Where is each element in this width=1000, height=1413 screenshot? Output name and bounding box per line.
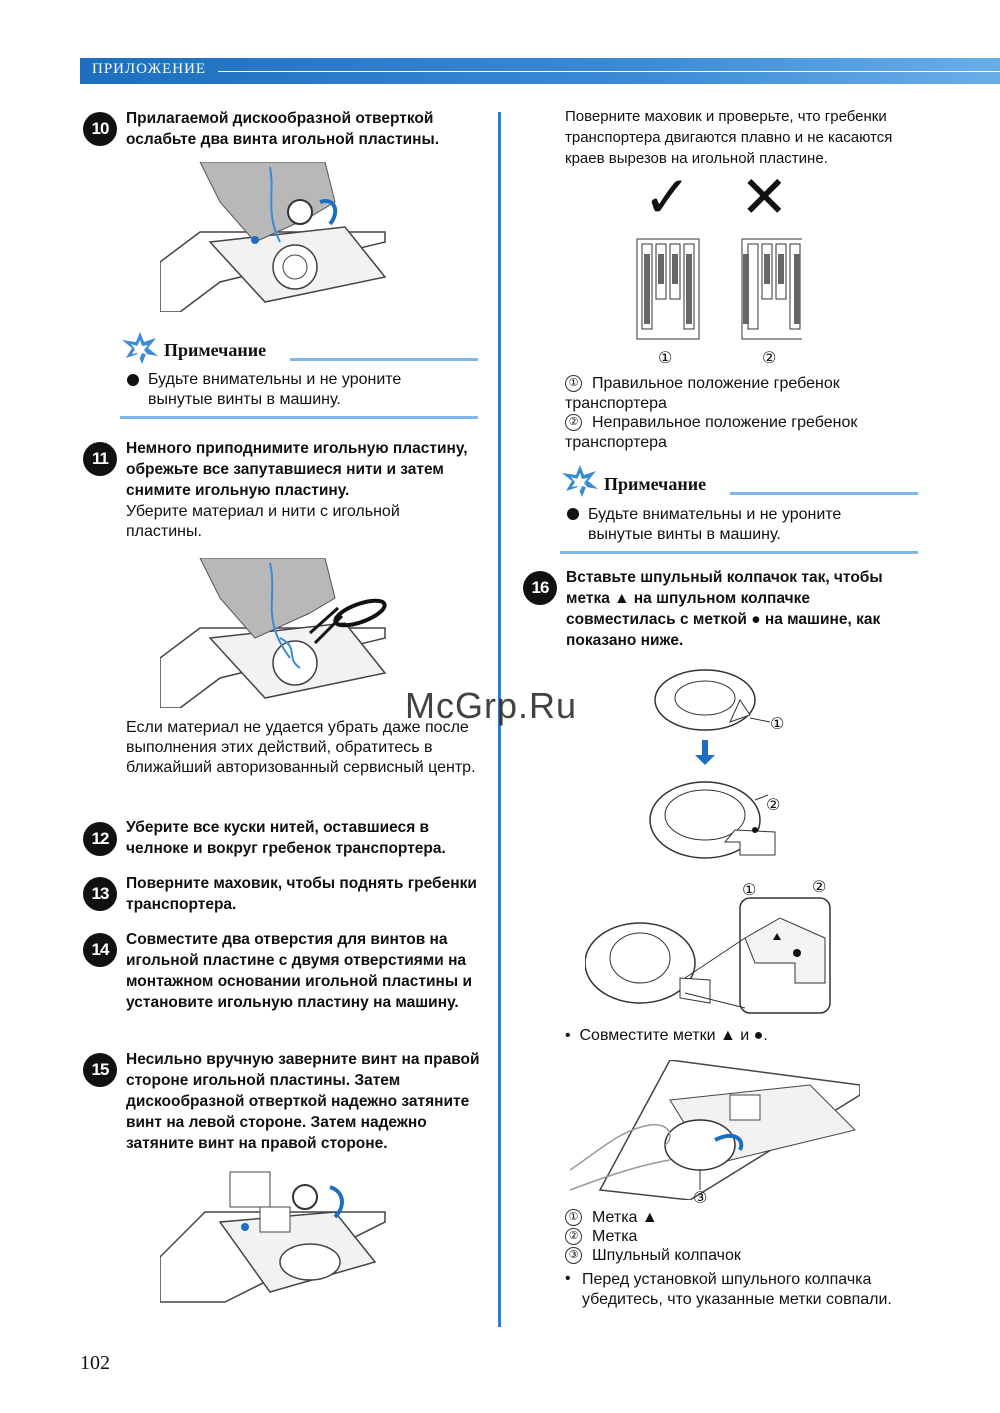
note-star-icon [560,465,600,497]
step-10-text: Прилагаемой дискообразной отверткой ослабьте два винта игольной пластины. [126,110,440,148]
fig2-label-1: ① [770,716,785,733]
intro-text: Поверните маховик и проверьте, что гребенки транспортера двигаются плавно и не касаются краев вырезов на игольной пластине. [565,108,893,167]
bullet-symbol: • [565,1027,580,1044]
bullet-dot [567,508,579,520]
header-rule [218,71,1000,72]
legend-text: Правильное положение гребенок транспортера [565,375,840,412]
step-number-14: 14 [83,933,117,967]
fig2-label-2: ② [766,797,781,814]
legend-text: Неправильное положение гребенок транспортера [565,414,858,451]
step-number-12: 12 [83,822,117,856]
step-number-16: 16 [523,571,557,605]
note-rule [730,492,918,495]
bullet-dot [127,374,139,386]
figure-cut-threads [160,558,390,708]
step-16-text: Вставьте шпульный колпачок так, чтобы метка ▲ на шпульном колпачке совместилась с меткой ● на машине, как показано ниже. [566,569,883,649]
legend-num: ① [565,375,582,392]
after-step-11-text: Если материал не удается убрать даже после выполнения этих действий, обратитесь в ближайший авторизованный сервисный центр. [126,719,476,776]
legend-item-1 [565,374,905,414]
note-star-icon [120,332,160,364]
figure-loosen-screws [160,162,390,312]
cross-icon: ✕ [740,165,789,230]
bobbin-case-figure [640,660,820,870]
fig2-label-4: ② [812,879,827,896]
note-bottom-rule [560,551,918,554]
figure-tighten-screws [160,1162,390,1312]
page-number: 102 [80,1352,110,1374]
section-title: ПРИЛОЖЕНИЕ [92,61,207,77]
legend-num: ② [565,1228,582,1245]
legend-text: Метка ▲ [592,1209,658,1226]
legend-num: ① [565,1209,582,1226]
note-rule [290,358,478,361]
note-bullet: Будьте внимательны и не уроните вынутые винты в машину. [588,506,842,543]
step-14-text: Совместите два отверстия для винтов на игольной пластине с двумя отверстиями на монтажном основании игольной пластины и установите игольную пластину на машину. [126,931,472,1011]
step-number-10: 10 [83,112,117,146]
feed-dogs-figure [632,234,802,344]
step-13-text: Поверните маховик, чтобы поднять гребенки транспортера. [126,875,477,913]
fig-label-2: ② [762,350,777,367]
step-number-11: 11 [83,442,117,476]
step-number-15: 15 [83,1053,117,1087]
fig2-label-5: ③ [693,1190,708,1207]
fig2-label-3: ① [742,882,757,899]
align-bullet-text: Совместите метки ▲ и ●. [579,1027,768,1044]
legend2-item-1 [565,1208,905,1228]
note-title: Примечание [604,474,707,494]
note-bottom-rule [120,416,478,419]
step-15-text: Несильно вручную заверните винт на правой стороне игольной пластины. Затем дискообразной отверткой надежно затяните винт на левой стороне. Затем надежно затяните винт на правой стороне. [126,1051,480,1152]
step-number-13: 13 [83,877,117,911]
final-bullet-text: Перед установкой шпульного колпачка убедитесь, что указанные метки совпали. [582,1271,892,1308]
legend2-item-2 [565,1227,905,1247]
step-11-sub: Уберите материал и нити с игольной пластины. [126,503,400,540]
legend-text: Шпульный колпачок [592,1247,741,1264]
bobbin-case-detail-figure [585,878,835,1018]
step-11-text: Немного приподнимите игольную пластину, обрежьте все запутавшиеся нити и затем снимите игольную пластину. [126,440,468,499]
insert-bobbin-case-figure [570,1060,860,1200]
step-12-text: Уберите все куски нитей, оставшиеся в челноке и вокруг гребенок транспортера. [126,819,446,857]
legend-item-2 [565,413,905,453]
legend-num: ② [565,414,582,431]
note-title: Примечание [164,340,267,360]
legend2-item-3 [565,1246,905,1266]
check-icon: ✓ [643,165,692,230]
legend-num: ③ [565,1247,582,1264]
fig-label-1: ① [658,350,673,367]
watermark: McGrp.Ru [405,685,578,726]
note-bullet: Будьте внимательны и не уроните вынутые винты в машину. [148,371,402,408]
bullet-symbol: • [565,1270,571,1287]
legend-text: Метка [592,1228,638,1245]
align-bullet [565,1026,768,1046]
